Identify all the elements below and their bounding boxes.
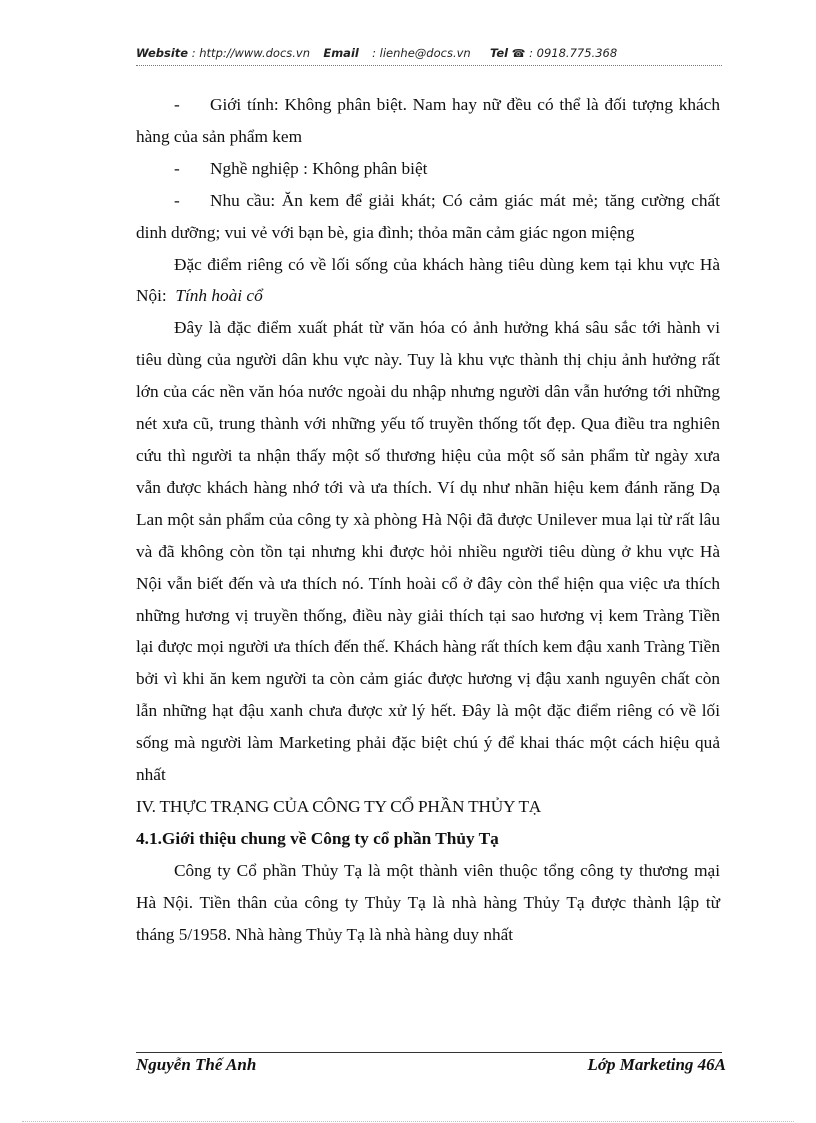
document-body (136, 89, 720, 950)
email-label: Email (323, 46, 359, 60)
website-label: Website (136, 46, 189, 60)
bullet-item-needs (136, 185, 720, 249)
footer-class: Lớp Marketing 46A (587, 1055, 726, 1074)
footer-divider (136, 1052, 722, 1053)
lifestyle-paragraph (136, 249, 720, 313)
bullet-item-occupation (136, 153, 720, 185)
tel-label: Tel (490, 46, 509, 60)
page-footer (136, 1055, 726, 1079)
header-divider (136, 65, 722, 66)
body-paragraph-2: Công ty Cổ phần Thủy Tạ là một thành viên thuộc tổng công ty thương mại Hà Nội. Tiền thân của công ty Thủy Tạ là nhà hàng Thủy Tạ được thành lập từ tháng 5/1958. Nhà hàng Thủy Tạ là nhà hàng duy nhất (136, 860, 720, 944)
subsection-heading: 4.1.Giới thiệu chung về Công ty cổ phần Thủy Tạ (136, 828, 499, 848)
page-bottom-border (22, 1121, 794, 1122)
bullet-text: Giới tính: Không phân biệt. Nam hay nữ đều có thể là đối tượng khách hàng của sản phẩm kem (136, 95, 720, 146)
bullet-item-gender (136, 89, 720, 153)
footer-author: Nguyễn Thế Anh (136, 1055, 257, 1074)
bullet-text: Nghề nghiệp : Không phân biệt (210, 158, 428, 178)
website-value[interactable]: : http://www.docs.vn (191, 46, 311, 60)
email-value[interactable]: : lienhe@docs.vn (372, 46, 471, 60)
lifestyle-trait: Tính hoài cổ (175, 286, 263, 306)
section-heading: IV. THỰC TRẠNG CỦA CÔNG TY CỔ PHẦN THỦY TẠ (136, 796, 542, 816)
telephone-icon: ☎ (511, 47, 526, 60)
bullet-text: Nhu cầu: Ăn kem để giải khát; Có cảm giác mát mẻ; tăng cường chất dinh dưỡng; vui vẻ với bạn bè, gia đình; thỏa mãn cảm giác ngon miệng (136, 190, 720, 242)
page-header (136, 46, 722, 66)
body-paragraph-1: Đây là đặc điểm xuất phát từ văn hóa có ảnh hưởng khá sâu sắc tới hành vi tiêu dùng của người dân khu vực này. Tuy là khu vực thành thị chịu ảnh hưởng rất lớn của các nền văn hóa nước ngoài du nhập nhưng người dân vẫn hướng tới những nét xưa cũ, trung thành với những yếu tố truyền thống tốt đẹp. Qua điều tra nghiên cứu thì người ta nhận thấy một số thương hiệu của một số sản phẩm từ ngày xưa vẫn được khách hàng nhớ tới và ưa thích. Ví dụ như nhãn hiệu kem đánh răng Dạ Lan một sản phẩm của công ty xà phòng Hà Nội đã được Unilever mua lại từ rất lâu và đã không còn tồn tại nhưng khi được hỏi nhiều người tiêu dùng ở khu vực Hà Nội vẫn biết đến và ưa thích nó. Tính hoài cổ ở đây còn thể hiện qua việc ưa thích những hương vị truyền thống, điều này giải thích tại sao hương vị kem Tràng Tiền lại được mọi người ưa thích đến thế. Khách hàng rất thích kem đậu xanh Tràng Tiền bởi vì khi ăn kem người ta còn cảm giác được hương vị đậu xanh nguyên chất còn lẫn những hạt đậu xanh chưa được xử lý hết. Đây là một đặc điểm riêng có về lối sống mà người làm Marketing phải đặc biệt chú ý để khai thác một cách hiệu quả nhất (136, 318, 720, 785)
lifestyle-intro: Đặc điểm riêng có về lối sống của khách hàng tiêu dùng kem tại khu vực Hà Nội: (136, 254, 720, 306)
bullet-dash: - (174, 158, 180, 178)
bullet-dash: - (174, 95, 180, 114)
bullet-dash: - (174, 190, 180, 210)
tel-value: : 0918.775.368 (529, 46, 618, 60)
